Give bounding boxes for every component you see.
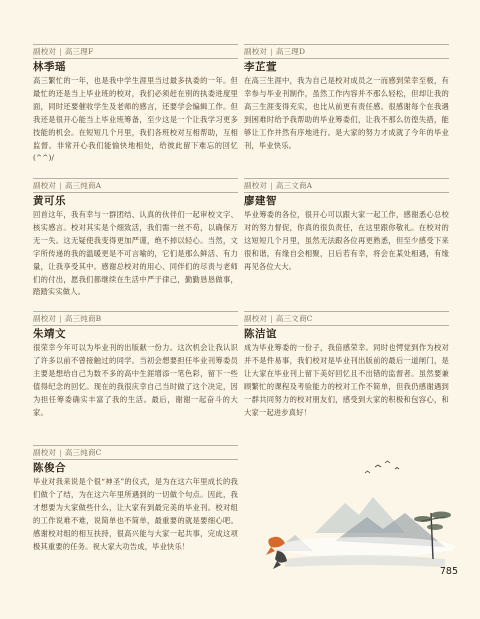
entry-text: 毕业对我来说是个很“神圣”的仪式，是为在这六年里成长的我们做个了结，为在这六年里所遇到的一切做个句点。因此，我才想要为大家做些什么，让大家有到最完美的毕业刊。校对组的工作说难不难，说简单也不简单，最重要的就是要细心吧。感谢校对组的相互扶持，很高兴能与大家一起共事，完成这项极其重要的任务。祝大家大功告成，毕业快乐！: [33, 477, 238, 551]
entry-name: 黄可乐: [33, 195, 66, 207]
entry-header: 副校对 | 高三纯商B: [33, 311, 238, 326]
entry-text: 很荣幸今年可以为毕业刊的出版献一份力。这次机会让我认识了许多以前不曾接触过的同学。当初会想要担任毕业刊筹委员主要是想给自己为数不多的高中生涯增添一笔色彩，留下一些值得纪念的回忆。现在的我很庆幸自己当时做了这个决定，因为担任筹委确实丰富了我的生活。最后，谢谢一起奋斗的大家。: [33, 343, 238, 417]
entry-text: 回首这年，我有幸与一群团结、认真的伙伴们一起审校文字、核实感言。校对其实是个细致活，我们需一丝不苟，以确保万无一失。这无疑使我变得更加严谨，绝不掉以轻心。当然，文字所传递的我的温暖更是不可言喻的，它们是那么鲜活、有力量，让我享受其中。感谢总校对的用心、同伴们的尽责与老师们的付出，愿我们都继续在生活中严于律己，勤勤恳恳做事，踏踏实实做人。: [33, 210, 238, 297]
entry-name: 林季瑶: [33, 61, 66, 73]
entry-role: 副校对: [33, 47, 57, 56]
entry-name: 李芷萱: [244, 61, 277, 73]
water-reflection: [285, 555, 445, 567]
entry-role: 副校对: [244, 181, 268, 190]
entry-class: 高三纯商B: [64, 314, 102, 323]
mist: [275, 537, 455, 557]
entry-header: 副校对 | 高三理F: [33, 44, 238, 59]
entry-card: [244, 178, 449, 274]
entry-role: 副校对: [244, 47, 268, 56]
entry-header: 副校对 | 高三文商C: [244, 311, 449, 326]
entry-class: 高三文商A: [275, 181, 313, 190]
entry-role: 副校对: [33, 181, 57, 190]
entry-card: [33, 178, 238, 299]
entry-name: 陈洁谊: [244, 328, 277, 340]
entry-role: 副校对: [33, 448, 57, 457]
entry-text: 在高三生涯中，我为自己是校对成员之一而感到荣幸至极，有幸参与毕业刊制作，虽然工作内容并不那么轻松，但却让我的高三生涯变得充实，也比从前更有责任感。很感谢每个在我遇到困难时给予我帮助的毕业筹委们，让我不那么彷徨失措，能够让工作井然有序地进行。是大家的努力才成就了今年的毕业刊，毕业快乐。: [244, 76, 449, 150]
entry-name: 廖建智: [244, 195, 277, 207]
entry-name: 朱靖文: [33, 328, 66, 340]
ink-landscape-illustration: [255, 455, 460, 595]
entry-card: [244, 44, 449, 152]
entry-header: 副校对 | 高三文商A: [244, 178, 449, 193]
entry-class: 高三文商C: [275, 314, 313, 323]
entry-header: 副校对 | 高三纯商A: [33, 178, 238, 193]
entry-card: [33, 445, 238, 553]
entry-class: 高三纯商C: [64, 448, 102, 457]
koi-fish-icon: [266, 537, 287, 569]
entry-class: 高三纯商A: [64, 181, 102, 190]
entry-header: 副校对 | 高三理D: [244, 44, 449, 59]
entry-class: 高三理F: [64, 47, 94, 56]
entry-text: 高三繁忙的一年，也是我中学生涯里当过最多执委的一年。但最忙的还是当上毕业班的校对，我们必须赶在别的执委进度里面，同时还要催收学生及老师的感言，还要学会编辑工作。但我还是很开心能当上毕业班筹备，至少这是一个让我学习更多技能的机会。在短短几个月里，我们各班校对互相帮助，互相监督。非常开心我们能愉快地相处，给彼此留下难忘的回忆 (^^)/: [33, 76, 238, 163]
entry-header: 副校对 | 高三纯商C: [33, 445, 238, 460]
entry-card: [33, 311, 238, 419]
entry-role: 副校对: [244, 314, 268, 323]
bird-icons: [365, 461, 399, 473]
entry-text: 毕业筹委的各位，很开心可以跟大家一起工作，感谢悉心总校对的努力督促，你真的很负责任，在这里跟你敬礼。在校对的这短短几个月里，虽然无法跟各位再更熟悉，但至少感受下来很和谐，有缘自会相聚，日后若有幸，将会在某处相遇，有缘再见各位大大。: [244, 210, 449, 271]
entry-role: 副校对: [33, 314, 57, 323]
page-number: 785: [439, 566, 458, 577]
entry-card: [33, 44, 238, 165]
entry-class: 高三理D: [275, 47, 306, 56]
entry-text: 成为毕业筹委的一份子，我倍感荣幸。同时也愕觉到作为校对并不是件易事，我们校对是毕业刊出版前的最后一道闸门，是让大家在毕业刊上留下美好回忆且不出错的监督者。虽然要兼顾繁忙的课程及考验能力的校对工作不简单，但我仍感谢遇到一群共同努力的校对朋友们，感受到大家的积极和包容心，和大家一起进步真好！: [244, 343, 449, 417]
entry-card: [244, 311, 449, 419]
entry-name: 陈俊合: [33, 462, 66, 474]
